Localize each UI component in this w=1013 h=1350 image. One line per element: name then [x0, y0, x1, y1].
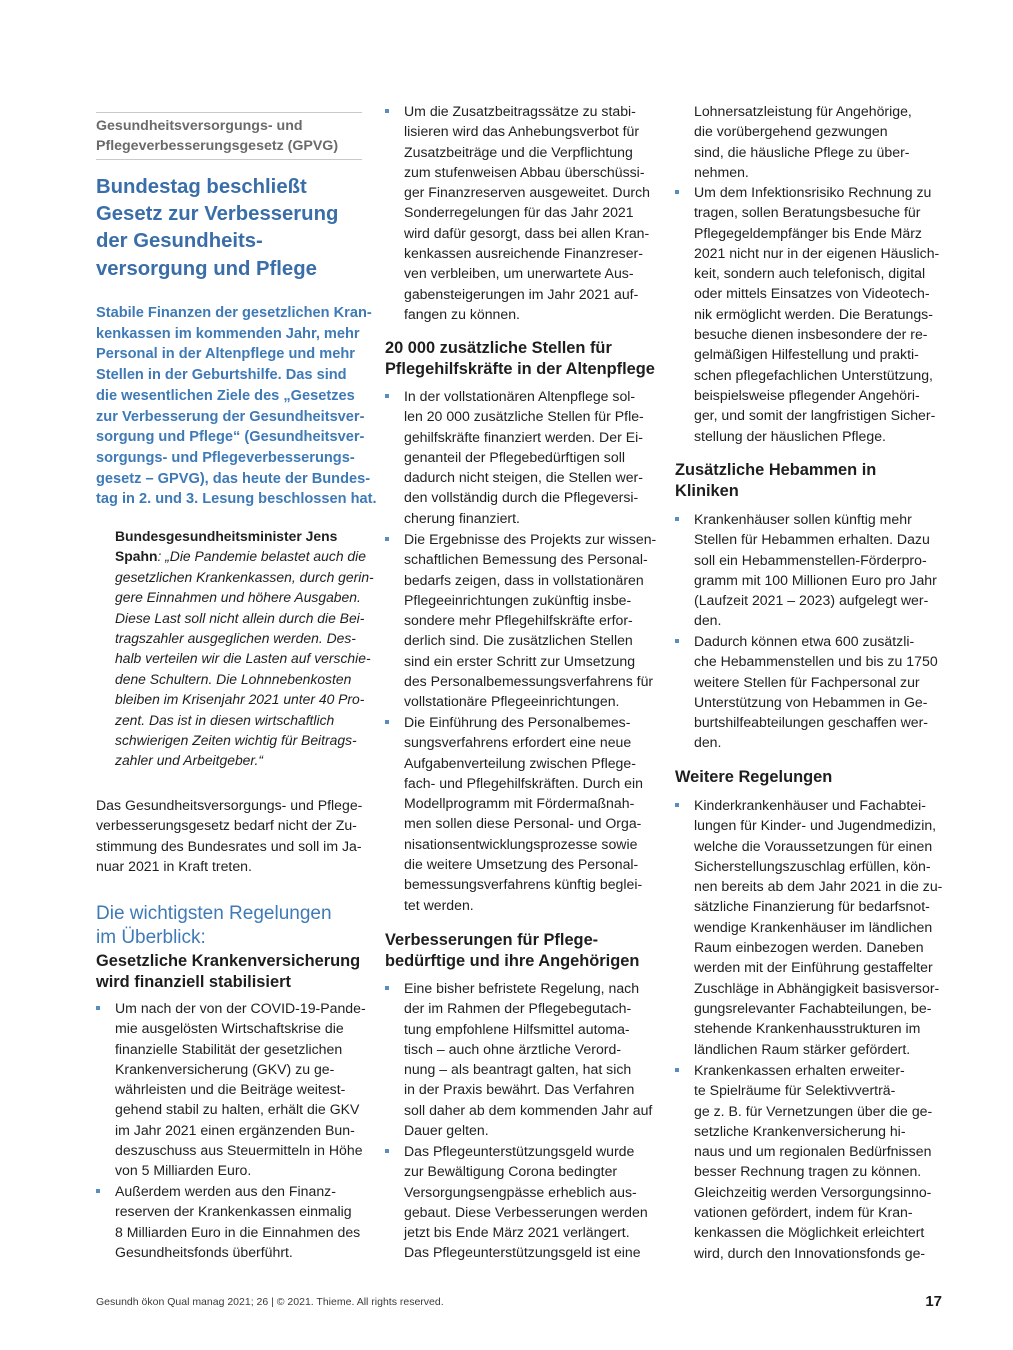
- bullet-marker: [385, 720, 389, 724]
- quote-speaker-name: Spahn: [115, 548, 158, 565]
- quote-speaker: Bundesgesundheitsminister Jens: [115, 528, 338, 544]
- kicker-top-rule: [96, 112, 362, 113]
- article-kicker: Gesundheitsversorgungs- und Pflegeverbesserungsgesetz (GPVG): [96, 118, 339, 155]
- body-paragraph: Das Gesundheitsversorgungs- und Pflege- verbesserungsgesetz bedarf nicht der Zu- stimmung des Bundesrates und soll im Ja- nuar 2021 in Kraft treten.: [96, 797, 363, 874]
- bullet-item: Außerdem werden aus den Finanz- reserven der Krankenkassen einmalig 8 Milliarden Euro in die Einnahmen des Gesundheitsfonds überführt.: [96, 1181, 360, 1262]
- bullet-item: Um dem Infektionsrisiko Rechnung zu tragen, sollen Beratungsbesuche für Pflegegeldempfänger bis Ende März 2021 nicht nur in der eigenen Häuslich- keit, sondern auch telefonisch, digital oder mittels Einsatzes von Videotech- nik ermöglicht werden. Die Beratungs- besuche dienen insbesondere der re- gelmäßigen Hilfestellung und prakti- schen pflegefachlichen Unterstützung, beispielsweise pflegender Angehöri- ger, und somit der langfristigen Sicher- stellung der häuslichen Pflege.: [675, 182, 939, 446]
- bullet-marker: [96, 1006, 100, 1010]
- bullet-item: Um die Zusatzbeitragssätze zu stabi- lisieren wird das Anhebungsverbot für Zusatzbeiträge und die Verpflichtung zum stufenweisen Abbau überschüssi- ger Finanzreserven ausgeweitet. Durch Sonderregelungen für das Jahr 2021 wird dafür gesorgt, dass bei allen Kran- kenkassen ausreichende Finanzreser- ven verbleiben, um unerwartete Aus- gabensteigerungen im Jahr 2021 auf- fangen zu können.: [385, 101, 650, 324]
- bullet-marker: [675, 639, 679, 643]
- section-heading-pflegehilfskraefte: 20 000 zusätzliche Stellen für Pflegehilfskräfte in der Altenpflege: [385, 339, 655, 378]
- bullet-item: Eine bisher befristete Regelung, nach der im Rahmen der Pflegebegutach- tung empfohlene Hilfsmittel automa- tisch – auch ohne ärztliche Verord- nung – als beantragt galten, hat sich in der Praxis bewährt. Das Verfahren soll daher ab dem kommenden Jahr auf Dauer gelten.: [385, 978, 652, 1140]
- section-heading-gkv: Gesetzliche Krankenversicherung wird finanziell stabilisiert: [96, 952, 361, 991]
- article-headline: Bundestag beschließt Gesetz zur Verbesserung der Gesundheits- versorgung und Pflege: [96, 176, 339, 280]
- bullet-marker: [96, 1189, 100, 1193]
- section-heading-pflegebeduerftige: Verbesserungen für Pflege- bedürftige und ihre Angehörigen: [385, 931, 640, 970]
- bullet-item: Das Pflegeunterstützungsgeld wurde zur Bewältigung Corona bedingter Versorgungsengpässe erheblich aus- gebaut. Diese Verbesserungen werden jetzt bis Ende März 2021 verlängert. Das Pflegeunterstützungsgeld ist eine: [385, 1141, 648, 1263]
- section-heading-hebammen: Zusätzliche Hebammen in Kliniken: [675, 461, 877, 500]
- kicker-bottom-rule: [96, 159, 362, 160]
- bullet-continuation: Lohnersatzleistung für Angehörige, die vorübergehend gezwungen sind, die häusliche Pflege zu über- nehmen.: [694, 103, 912, 180]
- bullet-marker: [385, 394, 389, 398]
- page-number: 17: [925, 1293, 942, 1310]
- footer-citation: Gesundh ökon Qual manag 2021; 26 | © 2021. Thieme. All rights reserved.: [96, 1296, 444, 1308]
- bullet-item: Um nach der von der COVID-19-Pande- mie ausgelösten Wirtschaftskrise die finanzielle Stabilität der gesetzlichen Krankenversicherung (GKV) zu ge- währleisten und die Beiträge weitest- gehend stabil zu halten, erhält die GKV im Jahr 2021 einen ergänzenden Bun- deszuschuss aus Steuermitteln in Höhe von 5 Milliarden Euro.: [96, 998, 366, 1181]
- bullet-marker: [385, 109, 389, 113]
- bullet-marker: [675, 803, 679, 807]
- bullet-marker: [675, 517, 679, 521]
- bullet-item: Dadurch können etwa 600 zusätzli- che Hebammenstellen und bis zu 1750 weitere Stellen für Fachpersonal zur Unterstützung von Hebammen in Ge- burtshilfeabteilungen geschaffen wer- den.: [675, 631, 938, 753]
- bullet-marker: [385, 1149, 389, 1153]
- minister-quote: Bundesgesundheitsminister Jens Spahn: „Die Pandemie belastet auch die gesetzlichen Krankenkassen, durch gerin- gere Einnahmen und höhere Ausgaben. Diese Last soll nicht allein durch die Bei- tragszahler ausgeglichen werden. Des- halb verteilen wir die Lasten auf verschie- dene Schultern. Die Lohnnebenkosten bleiben im Krisenjahr 2021 unter 40 Pro- zent. Das ist in diesen wirtschaftlich schwierigen Zeiten wichtig für Beitrags- zahler und Arbeitgeber.“: [115, 528, 374, 769]
- bullet-marker: [385, 986, 389, 990]
- bullet-item: Die Einführung des Personalbemes- sungsverfahrens erfordert eine neue Aufgabenverteilung zwischen Pflege- fach- und Pflegehilfskräften. Durch ein Modellprogramm mit Fördermaßnah- men sollen diese Personal- und Orga- nisationsentwicklungsprozesse sowie die weitere Umsetzung des Personal- bemessungsverfahrens künftig beglei- tet werden.: [385, 712, 643, 915]
- bullet-item: Krankenkassen erhalten erweiter- te Spielräume für Selektivverträ- ge z. B. für Vernetzungen über die ge- setzliche Krankenversicherung hi- naus und um regionalen Bedürfnissen besser Rechnung tragen zu können. Gleichzeitig werden Versorgungsinno- vationen gefördert, indem für Kran- kenkassen die Möglichkeit erleichtert wird, durch den Innovationsfonds ge-: [675, 1060, 932, 1263]
- bullet-marker: [385, 537, 389, 541]
- article-lead: Stabile Finanzen der gesetzlichen Kran- kenkassen im kommenden Jahr, mehr Personal in der Altenpflege und mehr Stellen in der Geburtshilfe. Das sind die wesentlichen Ziele des „Gesetzes zur Verbesserung der Gesundheitsver- sorgung und Pflege“ (Gesundheitsver- sorgungs- und Pflegeverbesserungs- gesetz – GPVG), das heute der Bundes- tag in 2. und 3. Lesung beschlossen hat.: [96, 305, 377, 508]
- overview-heading: Die wichtigsten Regelungen im Überblick:: [96, 903, 332, 948]
- bullet-marker: [675, 1068, 679, 1072]
- bullet-marker: [675, 190, 679, 194]
- bullet-item: In der vollstationären Altenpflege sol- len 20 000 zusätzliche Stellen für Pfle- gehilfskräfte finanziert werden. Der Ei- genanteil der Pflegebedürftigen soll dadurch nicht steigen, die Stellen wer- den vollständig durch die Pflegeversi- cherung finanziert.: [385, 386, 644, 528]
- bullet-item: Die Ergebnisse des Projekts zur wissen- schaftlichen Bemessung des Personal- bedarfs zeigen, dass in vollstationären Pflegeeinrichtungen zukünftig insbe- sondere mehr Pflegehilfskräfte erfor- derlich sind. Die zusätzlichen Stellen sind ein erster Schritt zur Umsetzung des Personalbemessungsverfahrens für vollstationäre Pflegeeinrichtungen.: [385, 529, 656, 712]
- bullet-item: Krankenhäuser sollen künftig mehr Stellen für Hebammen erhalten. Dazu soll ein Hebammenstellen-Förderpro- gramm mit 100 Millionen Euro pro Jahr (Laufzeit 2021 – 2023) aufgelegt wer- den.: [675, 509, 937, 631]
- section-heading-weitere: Weitere Regelungen: [675, 768, 833, 786]
- bullet-item: Kinderkrankenhäuser und Fachabtei- lungen für Kinder- und Jugendmedizin, welche die Voraussetzungen für einen Sicherstellungszuschlag erfüllen, kön- nen bereits ab dem Jahr 2021 in die zu- sätzliche Finanzierung für bedarfsnot- wendige Krankenhäuser im ländlichen Raum einbezogen werden. Daneben werden mit der Einführung gestaffelter Zuschläge in Abhängigkeit basisversor- gungsrelevanter Fachabteilungen, be- stehende Krankenhausstrukturen im ländlichen Raum stärker gefördert.: [675, 795, 942, 1059]
